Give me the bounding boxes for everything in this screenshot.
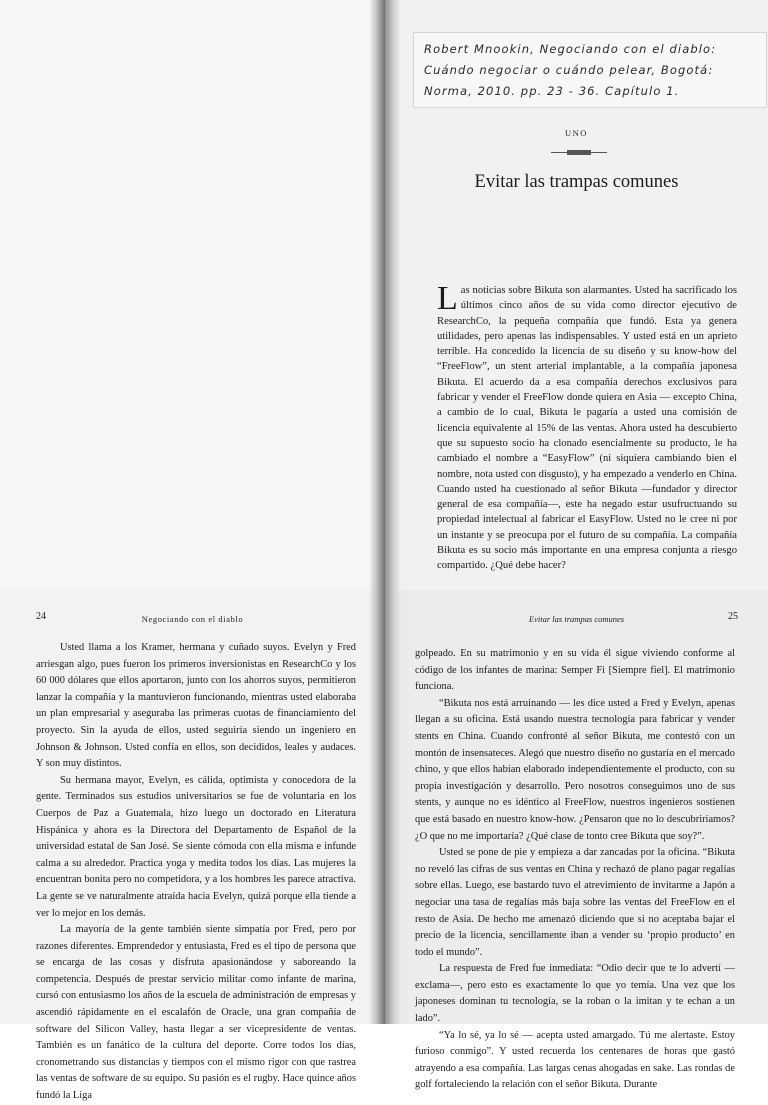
paragraph: Usted llama a los Kramer, hermana y cuñado suyos. Evelyn y Fred arriesgan algo, pues fueron los primeros inversionistas en ResearchCo y los 60 000 dólares que ellos aportaron, junto con los ahorros suyos, permitieron lanzar la compañía y la mantuvieron funcionando, mientras usted elaboraba un plan empresarial y aseguraba las primeras cuotas de financiamiento del proyecto. Sin la ayuda de ellos, usted seguiría siendo un ingeniero en Johnson & Johnson. Usted confía en ellos, son decididos, leales y audaces. Y son muy distintos. bbox=[36, 642, 356, 770]
paragraph: “Ya lo sé, ya lo sé — acepta usted amargado. Tú me alertaste. Estoy furioso conmigo”. Y usted recuerda los centenares de horas que gastó atrayendo a esa compañía. Las largas cenas ahogadas en sake. Las rondas de golf fortaleciendo la relación con el señor Bikuta. Durante bbox=[415, 1029, 735, 1091]
paragraph: “Bikuta nos está arruinando — les dice usted a Fred y Evelyn, apenas llegan a su oficina. Está usando nuestra tecnología para fabricar y vender stents en China. Cuando confronté al señor Bikuta, me contestó con un montón de insensateces. Alegó que nuestro diseño no gustaría en el mercado chino, y que ellos habían elaborado independientemente el producto, con su propia investigación y desarrollo. Pero nosotros conseguimos uno de sus stents, y aunque no es idéntico al FreeFlow, nuestros ingenieros sostienen que está basado en nuestro know-how. ¿Pensaron que no lo descubriríamos? ¿O que no me importaría? ¿Qué clase de tonto cree Bikuta que soy?”. bbox=[415, 697, 735, 842]
paragraph: Usted se pone de pie y empieza a dar zancadas por la oficina. “Bikuta no reveló las cifras de sus ventas en China y rechazó de plano pagar regalías sobre ellas. Luego, ese bastardo tuvo el atrevimiento de invitarme a Japón a negociar una tasa de regalías más baja sobre las ventas del FreeFlow en el resto de Asia. De hecho me amenazó diciendo que si no aceptaba bajar el precio de la licencia, sencillamente iban a vender su ‘propio producto’ en todo el mundo”. bbox=[415, 847, 735, 958]
book-spine-shadow bbox=[369, 590, 385, 1024]
chapter-number: UNO bbox=[565, 128, 588, 138]
page-number: 25 bbox=[728, 611, 738, 622]
book-spine-shadow bbox=[385, 590, 401, 1024]
handwritten-citation-note bbox=[413, 32, 767, 108]
book-spine-shadow bbox=[369, 0, 385, 590]
page-body bbox=[36, 640, 356, 1105]
page-number: 24 bbox=[36, 611, 46, 622]
drop-cap: L bbox=[437, 280, 458, 317]
chapter-title: Evitar las trampas comunes bbox=[474, 172, 679, 192]
blank-page bbox=[0, 0, 385, 590]
book-page-right bbox=[385, 590, 768, 1091]
paragraph: golpeado. En su matrimonio y en su vida él sigue viviendo conforme al código de los infantes de marina: Semper Fi [Siempre fiel]. El matrimonio funciona. bbox=[415, 648, 735, 693]
book-spine-shadow bbox=[385, 0, 401, 590]
running-head: Evitar las trampas comunes bbox=[528, 614, 625, 624]
running-head: Negociando con el diablo bbox=[141, 614, 244, 624]
chapter-opening-text bbox=[437, 280, 737, 574]
paragraph: La mayoría de la gente también siente simpatía por Fred, pero por razones diferentes. Emprendedor y entusiasta, Fred es el tipo de persona que se encarga de las cosas y disfruta apasionándose y saboreando la competencia. Después de prestar servicio militar como infante de marina, cursó con entusiasmo los años de la escuela de administración de empresas y ascendió rápidamente en el escalafón de Oracle, una gran compañía de software del Silicon Valley, hasta llegar a ser vicepresidente de ventas. También es un fanático de la cultura del deporte. Corre todos los días, cronometrando sus distancias y tiempos con el mismo rigor con que rastrea las ventas de software de su equipo. Su pasión es el rugby. Hace quince años fundó la Liga bbox=[36, 924, 356, 1102]
page-body bbox=[415, 646, 735, 1094]
opening-paragraph: as noticias sobre Bikuta son alarmantes. Usted ha sacrificado los últimos cinco años de su vida como director ejecutivo de ResearchCo, la pequeña compañía que fundó. Esta ya genera utilidades, pero apenas las indispensables. Y usted está en un aprieto terrible. Ha concedido la licencia de su diseño y su know-how del “FreeFlow”, un stent arterial implantable, a la compañía japonesa Bikuta. El acuerdo da a esa compañía derechos exclusivos para fabricar y vender el FreeFlow donde quiera en Asia — excepto China, a cambio de lo cual, Bikuta le pagaría a usted una comisión de licencia equivalente al 15% de las ventas. Ahora usted ha descubierto que su supuesto socio ha clonado esencialmente su producto, le ha cambiado el nombre a “EasyFlow” (ni siquiera cambiando bien el nombre, nota usted con disgusto), y ha empezado a venderlo en China. Cuando usted ha cuestionado al señor Bikuta —fundador y director general de esa compañía—, este ha negado estar usufructuando su propiedad intelectual al fabricar el EasyFlow. Usted no le cree ni por un instante y se preocupa por el futuro de su compañía. La compañía Bikuta es su socio más importante en una empresa conjunta a riesgo compartido. ¿Qué debe hacer? bbox=[437, 285, 737, 572]
book-page-left bbox=[0, 590, 385, 1102]
chapter-opening-page bbox=[385, 0, 768, 590]
paragraph: Su hermana mayor, Evelyn, es cálida, optimista y conocedora de la gente. Terminados sus estudios universitarios se fue de voluntaria en los Cuerpos de Paz a Guatemala, hizo luego un doctorado en Literatura Hispánica y ahora es la Directora del Departamento de Español de la universidad estatal de San José. Se siente cómoda con ella misma e infunde calma a su alrededor. Practica yoga y medita todos los días. Las mujeres la encuentran bonita pero no competidora, y a los hombres les parece atractiva. La gente se ve naturalmente atraída hacia Evelyn, quizá porque ella tiende a ver lo mejor en los demás. bbox=[36, 774, 356, 919]
citation-text: Robert Mnookin, Negociando con el diablo: Cuándo negociar o cuándo pelear, Bogotá: Norma, 2010. pp. 23 - 36. Capítulo 1. bbox=[424, 42, 717, 98]
paragraph: La respuesta de Fred fue inmediata: “Odio decir que te lo advertí —exclama—, pero esto es exactamente lo que yo temía. Una vez que los japoneses dominan tu tecnología, se la roban o la imitan y te echan a un lado”. bbox=[415, 963, 735, 1025]
chapter-ornament bbox=[551, 150, 607, 156]
